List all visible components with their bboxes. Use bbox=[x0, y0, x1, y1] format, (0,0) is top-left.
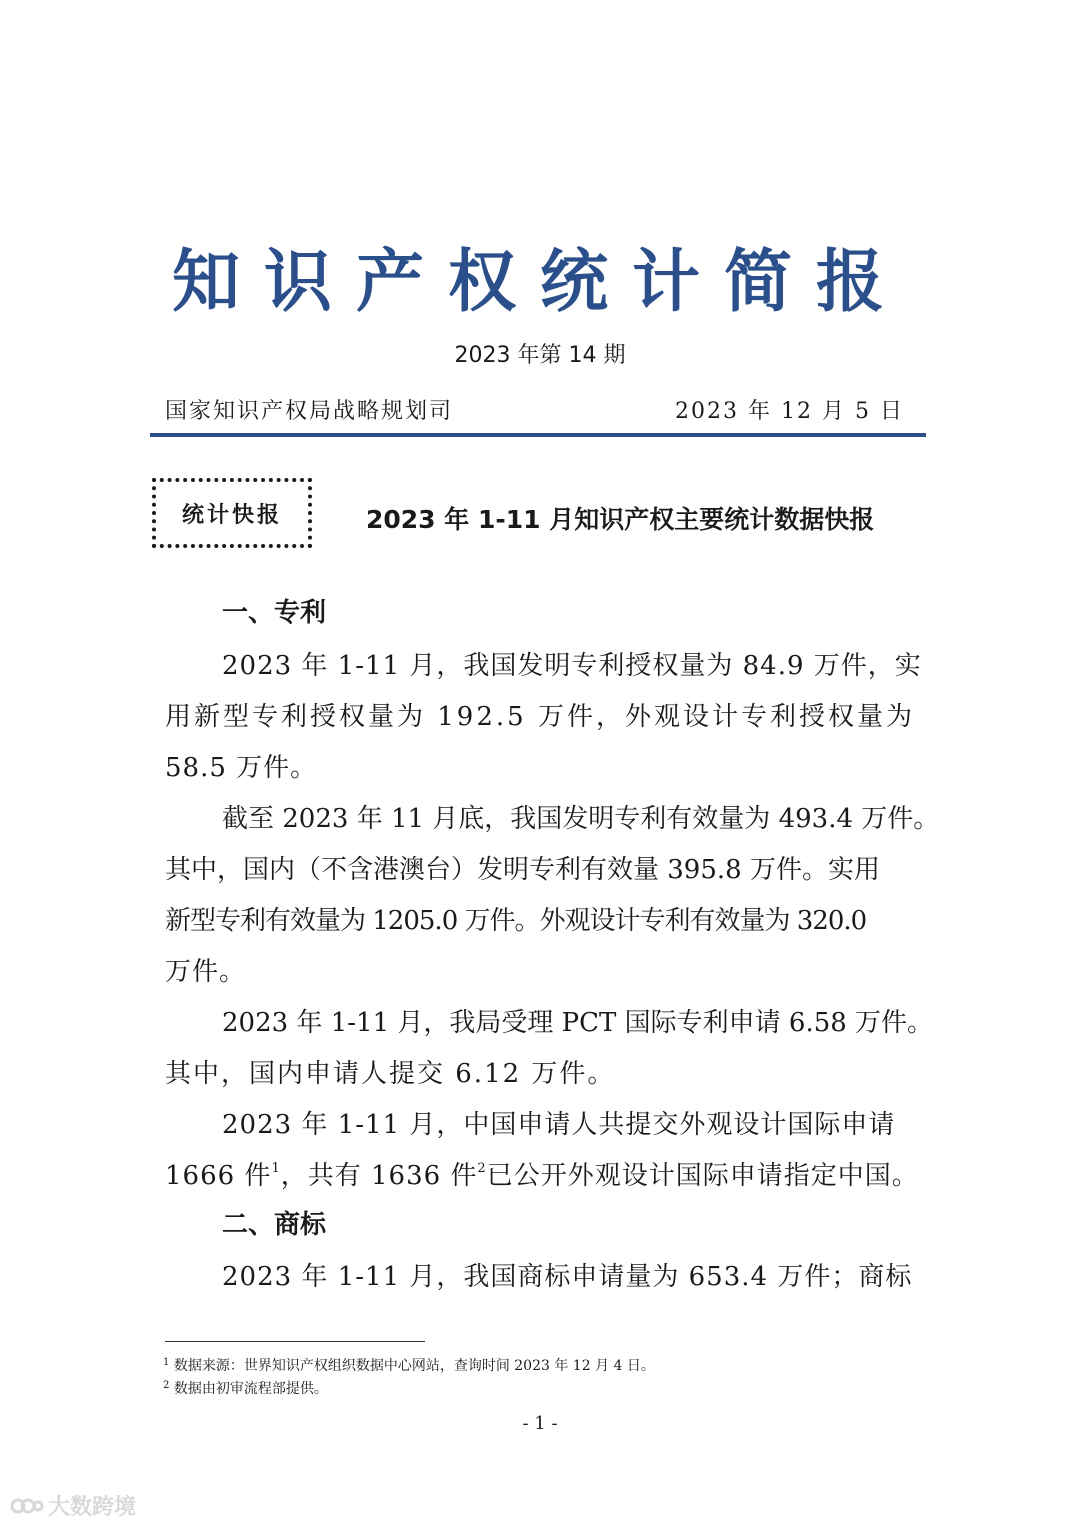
paragraph-line: 2023 年 1-11 月，中国申请人共提交外观设计国际申请 bbox=[222, 1110, 896, 1140]
paragraph-line: 2023 年 1-11 月，我国商标申请量为 653.4 万件；商标 bbox=[222, 1262, 913, 1292]
issue-number: 2023 年第 14 期 bbox=[454, 343, 626, 368]
paragraph-line: 其中，国内（不含港澳台）发明专利有效量 395.8 万件。实用 bbox=[165, 855, 880, 885]
text-run: ，共有 1636 件 bbox=[280, 1161, 478, 1191]
text-run: 1666 件 bbox=[165, 1161, 272, 1191]
section-heading-trademark: 二、商标 bbox=[222, 1210, 327, 1240]
report-headline: 2023 年 1-11 月知识产权主要统计数据快报 bbox=[366, 505, 875, 534]
paragraph-line: 截至 2023 年 11 月底，我国发明专利有效量为 493.4 万件。 bbox=[222, 804, 940, 834]
paragraph-line: 2023 年 1-11 月，我国发明专利授权量为 84.9 万件，实 bbox=[222, 651, 922, 681]
section-heading-patent: 一、专利 bbox=[222, 598, 327, 628]
text-run: 已公开外观设计国际申请指定中国。 bbox=[486, 1161, 919, 1191]
watermark bbox=[10, 1490, 136, 1521]
footnote-number: 2 bbox=[163, 1380, 170, 1391]
footnote-text: 数据来源：世界知识产权组织数据中心网站，查询时间 2023 年 12 月 4 日。 bbox=[173, 1358, 655, 1374]
paragraph-line: 万件。 bbox=[165, 957, 247, 987]
stat-badge-label: 统计快报 bbox=[181, 501, 282, 528]
footnote-ref: 2 bbox=[477, 1161, 487, 1176]
paragraph-line: 新型专利有效量为 1205.0 万件。外观设计专利有效量为 320.0 bbox=[165, 906, 867, 936]
paragraph-line: 用新型专利授权量为 192.5 万件，外观设计专利授权量为 bbox=[165, 702, 915, 732]
page-number: - 1 - bbox=[522, 1413, 558, 1434]
issue-date: 2023 年 12 月 5 日 bbox=[675, 399, 904, 424]
watermark-logo-icon bbox=[10, 1494, 44, 1518]
watermark-text: 大数跨境 bbox=[48, 1495, 137, 1520]
footnote-number: 1 bbox=[163, 1357, 170, 1368]
footnote-divider bbox=[165, 1341, 425, 1342]
paragraph-line: 58.5 万件。 bbox=[165, 753, 318, 783]
issuing-department: 国家知识产权局战略规划司 bbox=[165, 399, 454, 424]
stat-badge bbox=[152, 478, 312, 548]
footnote bbox=[163, 1378, 328, 1398]
footnote-text: 数据由初审流程部提供。 bbox=[173, 1381, 328, 1397]
bulletin-title: 知识产权统计简报 bbox=[171, 242, 908, 322]
paragraph-line: 其中，国内申请人提交 6.12 万件。 bbox=[165, 1059, 616, 1089]
header-divider bbox=[150, 433, 926, 437]
paragraph-line: 2023 年 1-11 月，我局受理 PCT 国际专利申请 6.58 万件。 bbox=[222, 1008, 934, 1038]
footnote bbox=[163, 1355, 655, 1375]
footnote-ref: 1 bbox=[271, 1161, 281, 1176]
paragraph-line bbox=[165, 1155, 919, 1192]
